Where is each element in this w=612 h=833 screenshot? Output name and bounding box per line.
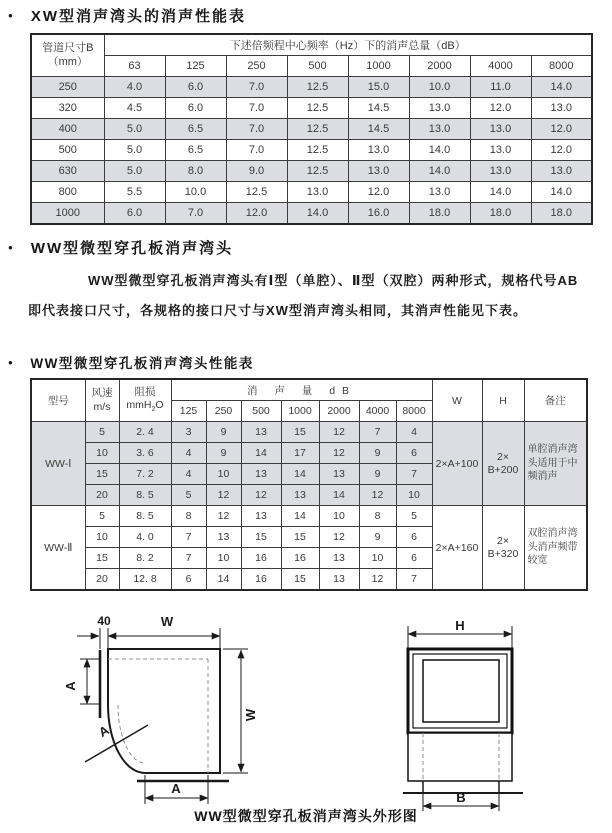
- attenuation-cell: 12.5: [287, 77, 348, 98]
- xw-table-row: [31, 161, 592, 182]
- pipe-size-cell: 1000: [31, 203, 104, 225]
- table-header-row: [31, 379, 587, 401]
- freq-header: 1000: [348, 56, 409, 77]
- remark-cell: 单腔消声湾头适用于中频消声: [524, 422, 587, 506]
- attenuation-cell: 13.0: [470, 119, 531, 140]
- attenuation-cell: 14.0: [470, 182, 531, 203]
- attenuation-cell: 13.0: [348, 140, 409, 161]
- attenuation-cell: 16: [241, 569, 281, 591]
- section-heading-xw-text: XW型消声湾头的消声性能表: [30, 8, 247, 25]
- attenuation-cell: 13: [319, 548, 359, 569]
- attenuation-cell: 13.0: [287, 182, 348, 203]
- attenuation-cell: 11.0: [470, 77, 531, 98]
- loss-header: [119, 379, 171, 422]
- attenuation-cell: 5.0: [104, 140, 165, 161]
- table-header-row: [31, 34, 592, 56]
- speed-header: [85, 379, 119, 422]
- h-cell-line1: 2×: [497, 534, 509, 547]
- loss-cell: 8. 2: [119, 548, 171, 569]
- speed-header-line2: m/s: [93, 400, 111, 413]
- attenuation-cell: 12: [206, 506, 241, 527]
- pipe-size-cell: 800: [31, 182, 104, 203]
- attenuation-cell: 7.0: [165, 203, 226, 225]
- dim-w-top-label: W: [160, 614, 174, 629]
- attenuation-cell: 13: [241, 464, 281, 485]
- ww-table-row: [31, 422, 587, 443]
- section-heading-ww-table-text: WW型微型穿孔板消声湾头性能表: [30, 356, 254, 371]
- model-cell: WW-Ⅱ: [31, 506, 85, 591]
- attenuation-cell: 12.0: [226, 203, 287, 225]
- noise-level-header: 消 声 量 dB: [171, 379, 432, 401]
- dim-b-label: B: [456, 790, 466, 805]
- xw-table-row: [31, 77, 592, 98]
- attenuation-cell: 4.5: [104, 98, 165, 119]
- loss-cell: 3. 6: [119, 443, 171, 464]
- attenuation-cell: 16.0: [348, 203, 409, 225]
- pipe-size-cell: 400: [31, 119, 104, 140]
- attenuation-cell: 8: [171, 506, 206, 527]
- bullet-icon: ●: [8, 11, 15, 20]
- freq-header: 4000: [470, 56, 531, 77]
- model-header: 型号: [31, 379, 85, 422]
- bullet-icon: ●: [8, 357, 15, 367]
- xw-table-row: [31, 140, 592, 161]
- loss-cell: 2. 4: [119, 422, 171, 443]
- attenuation-cell: 14: [281, 464, 319, 485]
- attenuation-cell: 7.0: [226, 140, 287, 161]
- attenuation-cell: 4: [171, 464, 206, 485]
- attenuation-cell: 7: [396, 569, 432, 591]
- attenuation-cell: 12: [241, 485, 281, 506]
- xw-table-row: [31, 182, 592, 203]
- section-heading-ww-text: WW型微型穿孔板消声湾头: [30, 240, 234, 257]
- attenuation-cell: 6.0: [165, 98, 226, 119]
- attenuation-cell: 14.5: [348, 119, 409, 140]
- w-cell: 2×A+100: [432, 422, 482, 506]
- dim-a-diagonal-label: A: [95, 722, 112, 740]
- attenuation-cell: 13: [206, 527, 241, 548]
- attenuation-cell: 15: [281, 569, 319, 591]
- h-cell-line2: B+200: [487, 463, 519, 476]
- attenuation-cell: 12.0: [531, 140, 592, 161]
- speed-cell: 15: [85, 548, 119, 569]
- attenuation-cell: 7: [359, 422, 396, 443]
- attenuation-cell: 10.0: [165, 182, 226, 203]
- speed-cell: 15: [85, 464, 119, 485]
- attenuation-cell: 12.0: [348, 182, 409, 203]
- attenuation-cell: 12.5: [287, 119, 348, 140]
- attenuation-cell: 17: [281, 443, 319, 464]
- section-heading-ww-table: [8, 352, 254, 372]
- attenuation-cell: 12.5: [287, 140, 348, 161]
- pipe-size-header-line1: 管道尺寸B: [42, 41, 94, 54]
- attenuation-cell: 14: [206, 569, 241, 591]
- attenuation-cell: 4: [171, 443, 206, 464]
- ww-table-row: [31, 506, 587, 527]
- attenuation-cell: 5: [171, 485, 206, 506]
- dim-a-left-label: A: [63, 681, 78, 691]
- attenuation-cell: 13.0: [531, 161, 592, 182]
- attenuation-cell: 13.0: [409, 119, 470, 140]
- attenuation-cell: 10.0: [409, 77, 470, 98]
- attenuation-cell: 12: [319, 527, 359, 548]
- octave-band-header: 下述倍频程中心频率（Hz）下的消声总量（dB）: [104, 34, 592, 56]
- attenuation-cell: 13.0: [409, 98, 470, 119]
- attenuation-cell: 6.0: [165, 77, 226, 98]
- freq-header: 4000: [359, 401, 396, 422]
- dim-a-bottom-label: A: [171, 781, 181, 796]
- attenuation-cell: 7.0: [226, 77, 287, 98]
- duct-opening-rect: [423, 660, 499, 722]
- attenuation-cell: 6.0: [104, 203, 165, 225]
- model-cell: WW-Ⅰ: [31, 422, 85, 506]
- attenuation-cell: 9: [206, 443, 241, 464]
- freq-header: 8000: [396, 401, 432, 422]
- attenuation-cell: 13: [281, 485, 319, 506]
- attenuation-cell: 13: [241, 422, 281, 443]
- dim-w-right-label: W: [243, 708, 258, 722]
- freq-header: 2000: [409, 56, 470, 77]
- dim-40-label: 40: [97, 614, 111, 628]
- attenuation-cell: 6: [396, 527, 432, 548]
- attenuation-cell: 5.0: [104, 161, 165, 182]
- attenuation-cell: 12.5: [226, 182, 287, 203]
- attenuation-cell: 13.0: [531, 98, 592, 119]
- loss-cell: 8. 5: [119, 506, 171, 527]
- attenuation-cell: 18.0: [470, 203, 531, 225]
- loss-cell: 12. 8: [119, 569, 171, 591]
- remark-cell: 双腔消声湾头消声频带较宽: [524, 506, 587, 591]
- h-header: H: [482, 379, 524, 422]
- attenuation-cell: 9: [359, 443, 396, 464]
- attenuation-cell: 14.0: [287, 203, 348, 225]
- attenuation-cell: 15: [281, 422, 319, 443]
- loss-header-line1: 阻损: [134, 386, 156, 399]
- radius-leader-line: [85, 725, 148, 762]
- attenuation-cell: 13: [319, 569, 359, 591]
- attenuation-cell: 13.0: [409, 182, 470, 203]
- speed-cell: 5: [85, 422, 119, 443]
- attenuation-cell: 6.5: [165, 119, 226, 140]
- attenuation-cell: 8: [359, 506, 396, 527]
- attenuation-cell: 16: [241, 548, 281, 569]
- attenuation-cell: 12.5: [287, 98, 348, 119]
- attenuation-cell: 9: [359, 464, 396, 485]
- attenuation-cell: 13.0: [470, 140, 531, 161]
- h-cell-line1: 2×: [497, 450, 509, 463]
- attenuation-cell: 7.0: [226, 98, 287, 119]
- attenuation-cell: 12: [359, 485, 396, 506]
- attenuation-cell: 15: [281, 527, 319, 548]
- pipe-size-cell: 320: [31, 98, 104, 119]
- attenuation-cell: 7: [171, 527, 206, 548]
- speed-cell: 20: [85, 485, 119, 506]
- attenuation-cell: 14.0: [531, 182, 592, 203]
- attenuation-cell: 13: [241, 506, 281, 527]
- attenuation-cell: 14.5: [348, 98, 409, 119]
- attenuation-cell: 7: [171, 548, 206, 569]
- attenuation-cell: 5: [396, 506, 432, 527]
- h-cell: [482, 422, 524, 506]
- freq-header: 250: [206, 401, 241, 422]
- attenuation-cell: 15.0: [348, 77, 409, 98]
- loss-cell: 4. 0: [119, 527, 171, 548]
- frequency-header-row: [31, 56, 592, 77]
- freq-header: 500: [287, 56, 348, 77]
- pipe-size-cell: 630: [31, 161, 104, 182]
- speed-cell: 20: [85, 569, 119, 591]
- pipe-size-cell: 500: [31, 140, 104, 161]
- section-heading-xw: [8, 5, 246, 26]
- attenuation-cell: 10: [319, 506, 359, 527]
- attenuation-cell: 12: [319, 422, 359, 443]
- section-heading-ww: [8, 237, 233, 258]
- attenuation-cell: 5.0: [104, 119, 165, 140]
- w-cell: 2×A+160: [432, 506, 482, 591]
- elbow-plan-diagram: [55, 612, 290, 807]
- attenuation-cell: 4.0: [104, 77, 165, 98]
- attenuation-cell: 13.0: [348, 161, 409, 182]
- freq-header: 2000: [319, 401, 359, 422]
- loss-cell: 8. 5: [119, 485, 171, 506]
- attenuation-cell: 3: [171, 422, 206, 443]
- body-paragraph: WW型微型穿孔板消声湾头有Ⅰ型（单腔）、Ⅱ型（双腔）两种形式，规格代号AB即代表接口尺寸，各规格的接口尺寸与XW型消声湾头相同，其消声性能见下表。: [28, 273, 579, 318]
- attenuation-cell: 14.0: [409, 161, 470, 182]
- attenuation-cell: 12.5: [287, 161, 348, 182]
- attenuation-cell: 14: [319, 485, 359, 506]
- attenuation-cell: 13.0: [470, 161, 531, 182]
- pipe-size-header: [31, 34, 104, 77]
- attenuation-cell: 18.0: [531, 203, 592, 225]
- attenuation-cell: 6.5: [165, 140, 226, 161]
- freq-header: 500: [241, 401, 281, 422]
- pipe-size-cell: 250: [31, 77, 104, 98]
- attenuation-cell: 12: [206, 485, 241, 506]
- elbow-side-diagram: [383, 618, 598, 813]
- figure-caption: WW型微型穿孔板消声湾头外形图: [194, 808, 418, 824]
- attenuation-cell: 12.0: [531, 119, 592, 140]
- attenuation-cell: 14: [241, 443, 281, 464]
- xw-table-row: [31, 98, 592, 119]
- ww-performance-table: [30, 378, 588, 591]
- attenuation-cell: 10: [206, 548, 241, 569]
- freq-header: 125: [165, 56, 226, 77]
- attenuation-cell: 6: [396, 548, 432, 569]
- attenuation-cell: 7.0: [226, 119, 287, 140]
- xw-table-row: [31, 119, 592, 140]
- attenuation-cell: 10: [359, 548, 396, 569]
- freq-header: 1000: [281, 401, 319, 422]
- attenuation-cell: 15: [241, 527, 281, 548]
- attenuation-cell: 14.0: [531, 77, 592, 98]
- w-header: W: [432, 379, 482, 422]
- freq-header: 250: [226, 56, 287, 77]
- speed-header-line1: 风速: [91, 387, 113, 400]
- speed-cell: 10: [85, 443, 119, 464]
- attenuation-cell: 12.0: [470, 98, 531, 119]
- attenuation-cell: 14.0: [409, 140, 470, 161]
- h-cell: [482, 506, 524, 591]
- attenuation-cell: 8.0: [165, 161, 226, 182]
- loss-cell: 7. 2: [119, 464, 171, 485]
- attenuation-cell: 14: [281, 506, 319, 527]
- attenuation-cell: 5.5: [104, 182, 165, 203]
- speed-cell: 10: [85, 527, 119, 548]
- attenuation-cell: 10: [396, 485, 432, 506]
- attenuation-cell: 6: [171, 569, 206, 591]
- freq-header: 63: [104, 56, 165, 77]
- attenuation-cell: 9.0: [226, 161, 287, 182]
- freq-header: 125: [171, 401, 206, 422]
- freq-header: 8000: [531, 56, 592, 77]
- h-cell-line2: B+320: [487, 547, 519, 560]
- attenuation-cell: 13: [319, 464, 359, 485]
- bullet-icon: ●: [8, 243, 15, 252]
- elbow-body-outline: [108, 649, 220, 773]
- attenuation-cell: 12: [359, 569, 396, 591]
- attenuation-cell: 16: [281, 548, 319, 569]
- lower-section-rect: [408, 733, 512, 781]
- xw-table-row: [31, 203, 592, 225]
- attenuation-cell: 9: [359, 527, 396, 548]
- attenuation-cell: 10: [206, 464, 241, 485]
- attenuation-cell: 4: [396, 422, 432, 443]
- speed-cell: 5: [85, 506, 119, 527]
- remark-header: 备注: [524, 379, 587, 422]
- attenuation-cell: 12: [319, 443, 359, 464]
- dim-h-label: H: [455, 618, 465, 633]
- xw-performance-table: [30, 33, 593, 225]
- attenuation-cell: 9: [206, 422, 241, 443]
- loss-header-line2: mmH$_2$O: [126, 399, 164, 414]
- attenuation-cell: 18.0: [409, 203, 470, 225]
- attenuation-cell: 7: [396, 464, 432, 485]
- pipe-size-header-line2: （mm）: [47, 55, 88, 68]
- attenuation-cell: 6: [396, 443, 432, 464]
